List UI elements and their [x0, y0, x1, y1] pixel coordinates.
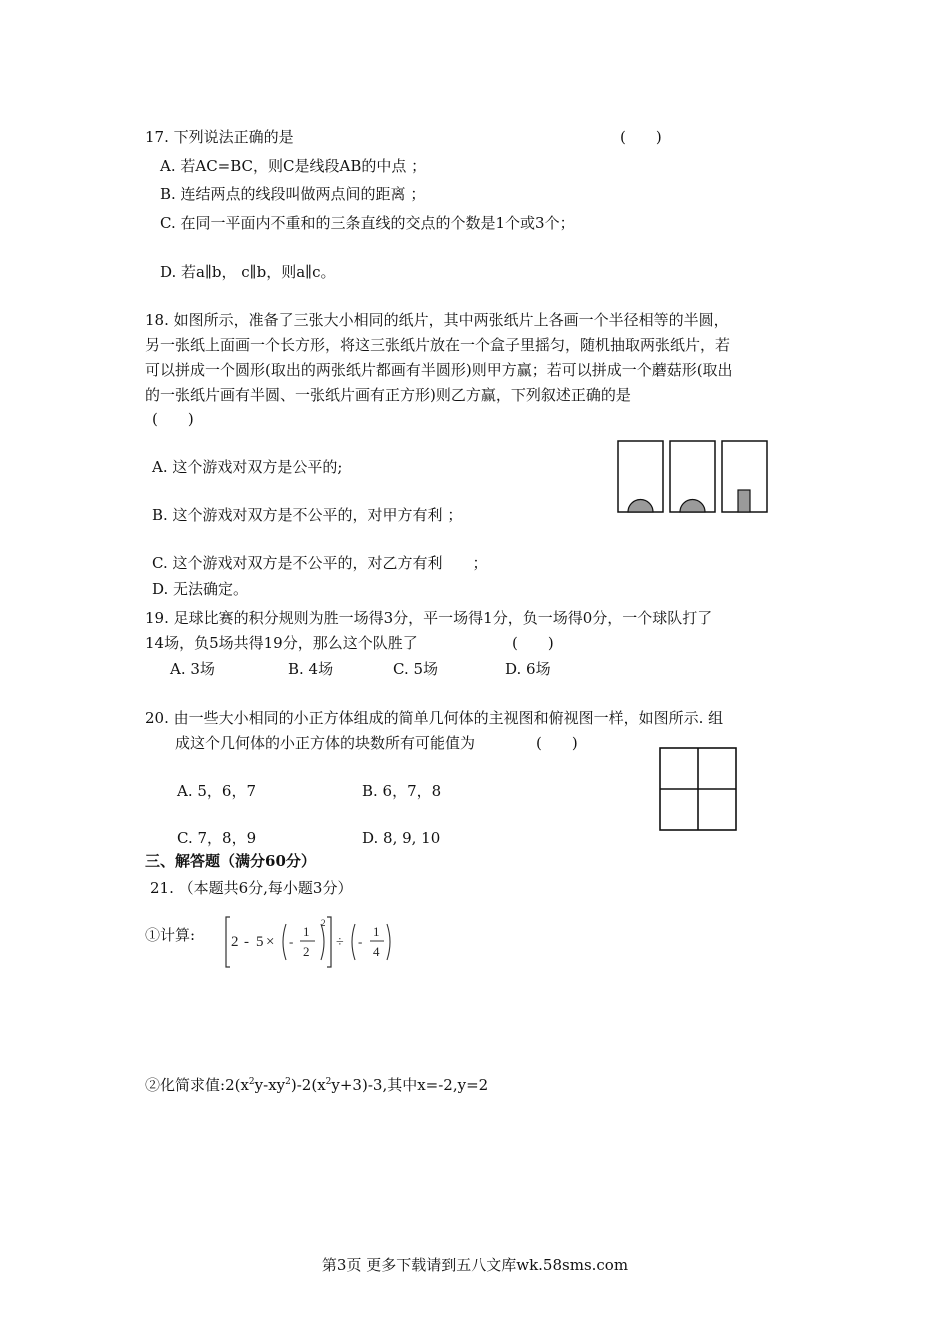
expr-exponent: 2: [321, 918, 326, 928]
expr-frac1-num: 1: [303, 924, 310, 939]
q21-part2-expr-b: y-xy: [254, 1076, 286, 1094]
q18-option-c: C. 这个游戏对双方是不公平的，对乙方有利 ；: [152, 554, 488, 572]
q19-option-d: D. 6场: [505, 660, 551, 678]
q19-line-1: 19. 足球比赛的积分规则为胜一场得3分，平一场得1分，负一场得0分，一个球队打了: [145, 609, 713, 627]
q20-option-c: C. 7，8，9: [177, 829, 257, 847]
q21-part2-label: ②化简求值:: [145, 1076, 226, 1094]
q20-line-2: 成这个几何体的小正方体的块数所有可能值为: [175, 734, 476, 752]
expr-neg2: -: [358, 934, 363, 949]
q19-option-c: C. 5场: [393, 660, 439, 678]
q17-option-b: B. 连结两点的线段叫做两点间的距离 ；: [160, 185, 426, 203]
card-semicircle-1: [618, 441, 663, 512]
q20-option-a: A. 5，6，7: [177, 782, 256, 800]
q18-answer-paren: ( ): [152, 410, 194, 428]
q21-part2: [145, 1072, 488, 1095]
q20-answer-paren: ( ): [536, 734, 578, 752]
q21-part2-sup-3: 2: [325, 1077, 332, 1087]
expr-minus: -: [244, 934, 249, 950]
expr-times: ×: [266, 934, 275, 950]
q18-option-a: A. 这个游戏对双方是公平的;: [152, 458, 343, 476]
expr-frac2-num: 1: [373, 924, 380, 939]
paper-cards-figure: [615, 438, 771, 516]
q21-header: 21. （本题共6分,每小题3分）: [150, 879, 353, 897]
cube-view-figure: [658, 746, 740, 832]
q17-stem: 17. 下列说法正确的是: [145, 128, 294, 146]
q21-part2-sup-2: 2: [285, 1077, 291, 1087]
q21-part2-expr-a: 2(x: [225, 1076, 249, 1094]
q19-answer-paren: ( ): [512, 634, 554, 652]
expr-five: 5: [256, 934, 264, 950]
q19-option-a: A. 3场: [170, 660, 215, 678]
q18-line-4: 的一张纸片画有半圆、一张纸片画有正方形)则乙方赢，下列叙述正确的是: [145, 386, 631, 404]
card-semicircle-2: [670, 441, 715, 512]
q17-answer-paren: ( ): [620, 128, 662, 146]
q21-part2-expr-d: y+3)-3,其中x=-2,y=2: [331, 1076, 489, 1094]
page-footer: 第3页 更多下载请到五八文库wk.58sms.com: [321, 1256, 629, 1274]
q17-option-d: D. 若a∥b， c∥b，则a∥c。: [160, 263, 336, 281]
card-rectangle: [722, 441, 767, 512]
q18-option-b: B. 这个游戏对双方是不公平的，对甲方有利 ；: [152, 506, 463, 524]
q18-line-3: 可以拼成一个圆形(取出的两张纸片都画有半圆形)则甲方赢；若可以拼成一个蘑菇形(取出: [145, 361, 733, 379]
q19-line-2: 14场，负5场共得19分，那么这个队胜了: [145, 634, 418, 652]
q18-line-2: 另一张纸上面画一个长方形，将这三张纸片放在一个盒子里摇匀，随机抽取两张纸片，若: [145, 336, 731, 354]
expr-divide: ÷: [336, 935, 344, 950]
expr-neg: -: [289, 934, 294, 949]
q21-part1-expression: [222, 914, 398, 970]
expr-two: 2: [231, 934, 239, 950]
section-3-title: 三、解答题（满分60分）: [145, 852, 316, 870]
q20-option-d: D. 8, 9, 10: [362, 829, 441, 847]
q19-option-b: B. 4场: [288, 660, 334, 678]
q21-part2-expr-c: )-2(x: [290, 1076, 326, 1094]
q21-part2-sup-1: 2: [248, 1077, 255, 1087]
q18-option-d: D. 无法确定。: [152, 580, 249, 598]
expr-frac1-den: 2: [303, 944, 310, 959]
q21-part1-label: ①计算:: [145, 926, 196, 944]
q17-option-c: C. 在同一平面内不重和的三条直线的交点的个数是1个或3个；: [160, 214, 575, 232]
expr-frac2-den: 4: [373, 944, 380, 959]
q18-line-1: 18. 如图所示，准备了三张大小相同的纸片，其中两张纸片上各画一个半径相等的半圆，: [145, 311, 729, 329]
q17-option-a: A. 若AC=BC，则C是线段AB的中点 ；: [160, 157, 427, 175]
q20-line-1: 20. 由一些大小相同的小正方体组成的简单几何体的主视图和俯视图一样，如图所示. 组: [145, 709, 724, 727]
q20-option-b: B. 6，7，8: [362, 782, 442, 800]
